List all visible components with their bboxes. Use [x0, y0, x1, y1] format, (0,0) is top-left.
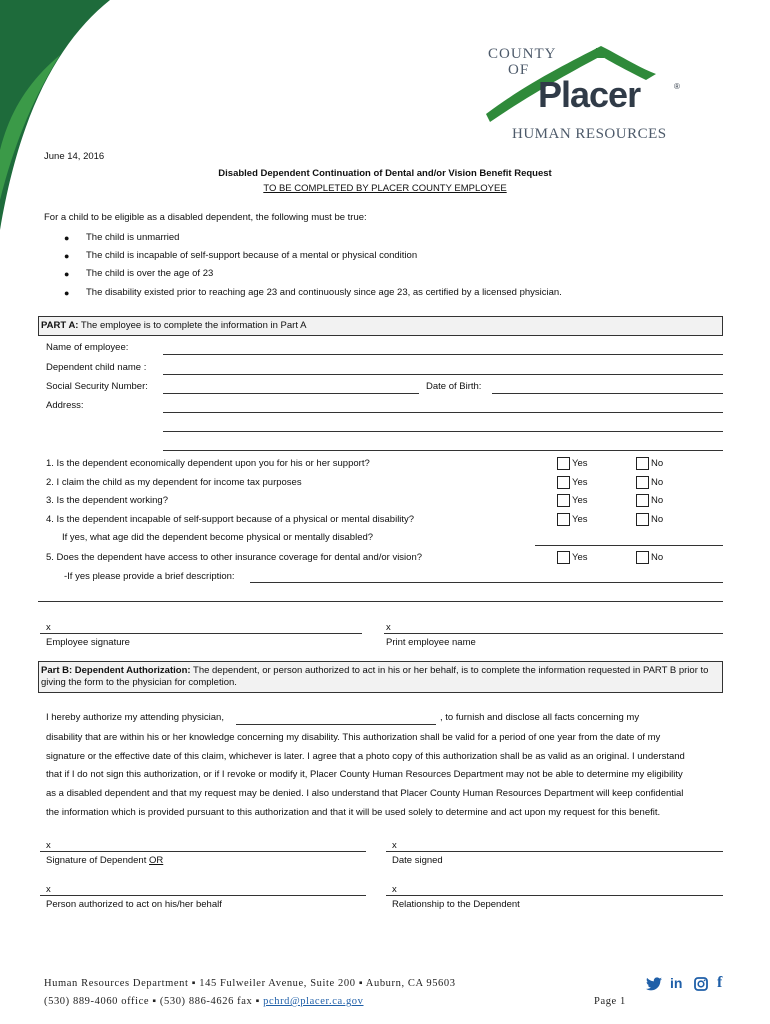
- address-field-line-1[interactable]: [163, 412, 723, 413]
- yes-label: Yes: [572, 552, 588, 563]
- footer-contact: [44, 996, 364, 1007]
- q3-no-checkbox[interactable]: [636, 494, 649, 507]
- authorization-start: I hereby authorize my attending physician,: [46, 712, 224, 723]
- authorization-text-line: disability that are within his or her knowledge concerning my disability. This authorization shall be valid for a period of one year from the date of my: [46, 732, 661, 743]
- ssn-field[interactable]: [163, 393, 419, 394]
- dob-label: Date of Birth:: [426, 381, 482, 392]
- relationship-label: Relationship to the Dependent: [392, 899, 520, 910]
- relationship-field[interactable]: [386, 895, 723, 896]
- part-a-header: [38, 316, 723, 336]
- employee-name-label: Name of employee:: [46, 342, 129, 353]
- date-signed-field[interactable]: [386, 851, 723, 852]
- authorization-text-line: the information which is provided pursuant to this authorization and that it will be used solely to determine and act upon my request for this benefit.: [46, 807, 661, 818]
- relationship-x: x: [392, 884, 397, 895]
- q5-yes-checkbox[interactable]: [557, 551, 570, 564]
- yes-label: Yes: [572, 514, 588, 525]
- logo-placer-text: Placer: [538, 74, 641, 115]
- address-field-line-3[interactable]: [163, 450, 723, 451]
- requirement-item: The disability existed prior to reaching age 23 and continuously since age 23, as certified by a licensed physician.: [86, 287, 562, 298]
- county-logo: [486, 44, 686, 148]
- q1-no-checkbox[interactable]: [636, 457, 649, 470]
- q1-yes-checkbox[interactable]: [557, 457, 570, 470]
- q2-yes-checkbox[interactable]: [557, 476, 570, 489]
- facebook-icon[interactable]: f: [717, 974, 723, 991]
- document-subtitle: TO BE COMPLETED BY PLACER COUNTY EMPLOYEE: [263, 183, 507, 194]
- part-b-header: [38, 661, 723, 693]
- question-3: 3. Is the dependent working?: [46, 495, 169, 506]
- print-name-field[interactable]: [384, 633, 723, 634]
- dependent-name-field[interactable]: [163, 374, 723, 375]
- bullet-icon: ●: [64, 269, 70, 279]
- footer-email-link[interactable]: pchrd@placer.ca.gov: [263, 996, 364, 1007]
- q3-yes-checkbox[interactable]: [557, 494, 570, 507]
- bullet-icon: ●: [64, 288, 70, 298]
- physician-name-field[interactable]: [236, 724, 436, 725]
- question-4: 4. Is the dependent incapable of self-support because of a physical or mental disability?: [46, 514, 415, 525]
- twitter-icon[interactable]: [646, 977, 662, 991]
- authorized-person-label: Person authorized to act on his/her behalf: [46, 899, 222, 910]
- question-5: 5. Does the dependent have access to other insurance coverage for dental and/or vision?: [46, 552, 423, 563]
- logo-of-text: OF: [508, 62, 530, 78]
- question-4-followup: If yes, what age did the dependent become physical or mentally disabled?: [62, 532, 374, 543]
- bullet-icon: ●: [64, 251, 70, 261]
- q5-description-field-2[interactable]: [38, 601, 723, 602]
- no-label: No: [651, 514, 664, 525]
- no-label: No: [651, 552, 664, 563]
- part-a-instructions: The employee is to complete the information in Part A: [78, 320, 307, 331]
- bullet-icon: ●: [64, 233, 70, 243]
- authorization-text-line: as a disabled dependent and that my request may be denied. I also understand that Placer County Human Resources Department will keep confidential: [46, 788, 684, 799]
- authorization-end: , to furnish and disclose all facts concerning my: [440, 712, 640, 723]
- requirement-item: The child is unmarried: [86, 232, 180, 243]
- yes-label: Yes: [572, 495, 588, 506]
- address-label: Address:: [46, 400, 84, 411]
- date-signed-label: Date signed: [392, 855, 443, 866]
- employee-signature-x: x: [46, 622, 51, 633]
- ssn-label: Social Security Number:: [46, 381, 148, 392]
- eligibility-intro: For a child to be eligible as a disabled dependent, the following must be true:: [44, 212, 367, 223]
- question-5-followup: -If yes please provide a brief description:: [64, 571, 235, 582]
- dob-field[interactable]: [492, 393, 723, 394]
- page-number: Page 1: [594, 996, 626, 1007]
- part-a-label: PART A:: [41, 320, 79, 331]
- footer-phone-fax: (530) 889-4060 office ▪ (530) 886-4626 fax ▪: [44, 996, 264, 1007]
- dependent-signature-label: Signature of Dependent OR: [46, 855, 164, 866]
- logo-county-text: COUNTY: [488, 46, 557, 62]
- requirement-item: The child is over the age of 23: [86, 268, 214, 279]
- instagram-icon[interactable]: [694, 977, 708, 991]
- no-label: No: [651, 495, 664, 506]
- authorization-text-line: that if I do not sign this authorization, or if I revoke or modify it, Placer County Human Resources Department may not be able to determine my eligibility: [46, 769, 683, 780]
- employee-signature-label: Employee signature: [46, 637, 130, 648]
- yes-label: Yes: [572, 477, 588, 488]
- logo-registered-mark: ®: [674, 82, 680, 91]
- q5-description-field[interactable]: [250, 582, 723, 583]
- q5-no-checkbox[interactable]: [636, 551, 649, 564]
- footer-address: Human Resources Department ▪ 145 Fulweiler Avenue, Suite 200 ▪ Auburn, CA 95603: [44, 978, 456, 989]
- no-label: No: [651, 477, 664, 488]
- part-b-instructions: The dependent, or person authorized to act in his or her behalf, is to complete the information requested in PART B prior to giving the form to the physician for completion.: [41, 665, 709, 688]
- print-name-label: Print employee name: [386, 637, 476, 648]
- dependent-signature-x: x: [46, 840, 51, 851]
- q4-yes-checkbox[interactable]: [557, 513, 570, 526]
- date-signed-x: x: [392, 840, 397, 851]
- q2-no-checkbox[interactable]: [636, 476, 649, 489]
- question-1: 1. Is the dependent economically dependent upon you for his or her support?: [46, 458, 370, 469]
- dependent-name-label: Dependent child name :: [46, 362, 147, 373]
- authorization-text-line: signature or the effective date of this claim, whichever is later. I agree that a photo copy of this authorization shall be as valid as an original. I understand: [46, 751, 685, 762]
- employee-signature-field[interactable]: [40, 633, 362, 634]
- employee-name-field[interactable]: [163, 354, 723, 355]
- authorized-person-field[interactable]: [40, 895, 366, 896]
- q4-no-checkbox[interactable]: [636, 513, 649, 526]
- green-swoosh-decoration: [0, 0, 120, 240]
- document-title: Disabled Dependent Continuation of Dental and/or Vision Benefit Request: [218, 168, 552, 179]
- part-b-label: Part B: Dependent Authorization:: [41, 665, 191, 676]
- question-2: 2. I claim the child as my dependent for income tax purposes: [46, 477, 302, 488]
- q4-age-field[interactable]: [535, 545, 723, 546]
- dependent-signature-field[interactable]: [40, 851, 366, 852]
- authorized-person-x: x: [46, 884, 51, 895]
- linkedin-icon[interactable]: in: [670, 975, 683, 991]
- requirement-item: The child is incapable of self-support because of a mental or physical condition: [86, 250, 418, 261]
- no-label: No: [651, 458, 664, 469]
- print-name-x: x: [386, 622, 391, 633]
- address-field-line-2[interactable]: [163, 431, 723, 432]
- yes-label: Yes: [572, 458, 588, 469]
- document-date: June 14, 2016: [44, 151, 105, 162]
- logo-department-text: HUMAN RESOURCES: [512, 126, 667, 142]
